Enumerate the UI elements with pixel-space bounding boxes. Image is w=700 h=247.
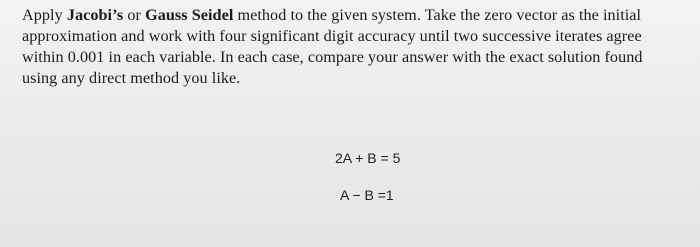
line-1-prefix: Apply [22,6,67,24]
problem-line-2: approximation and work with four significant digit accuracy until two successive iterates agree [22,27,642,45]
equation-1: 2A + B = 5 [335,150,401,166]
problem-line-3: within 0.001 in each variable. In each case, compare your answer with the exact solution found [22,48,643,66]
line-1-connector: or [123,6,146,24]
problem-line-4: using any direct method you like. [22,69,241,87]
problem-line-1 [22,5,690,26]
gauss-seidel-method-name: Gauss Seidel [145,6,234,24]
problem-statement [22,5,690,89]
line-1-suffix: method to the given system. Take the zero vector as the initial [233,6,642,24]
jacobi-method-name: Jacobi’s [66,6,124,24]
equation-2: A − B =1 [340,187,394,203]
